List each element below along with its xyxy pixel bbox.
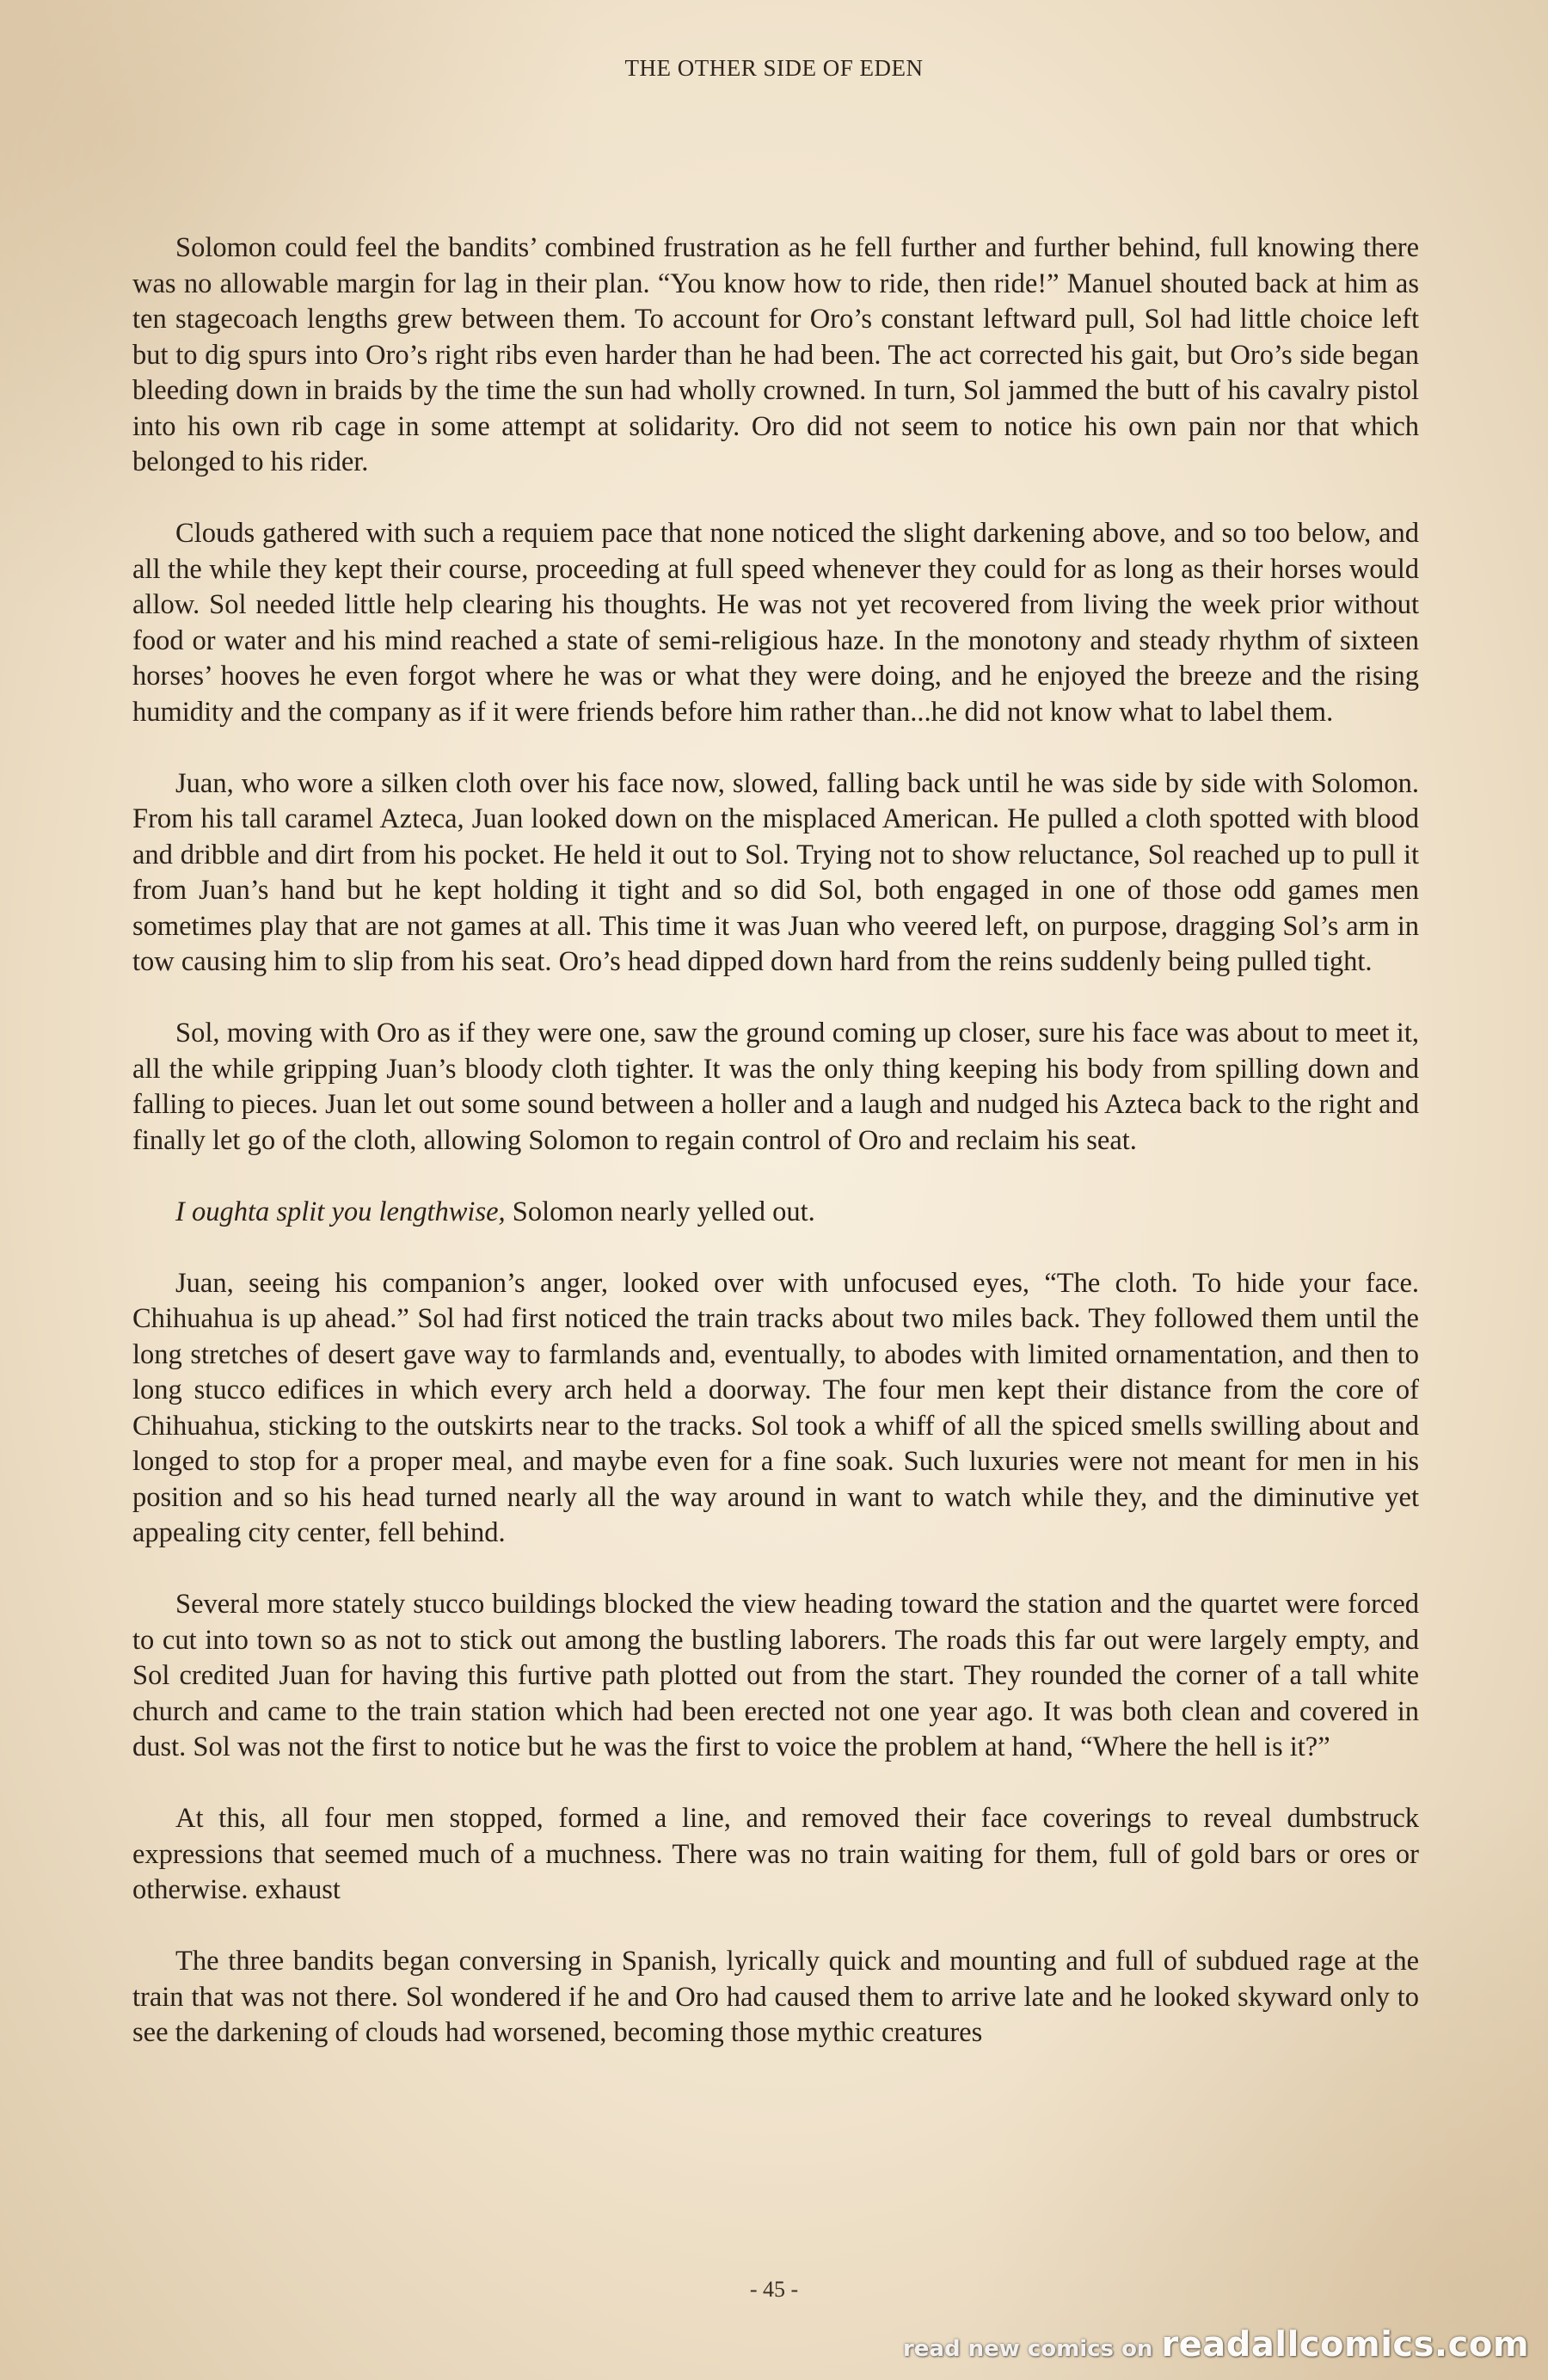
italic-thought: I oughta split you lengthwise, — [175, 1196, 506, 1227]
paragraph: The three bandits began conversing in Spanish, lyrically quick and mounting and full of subdued rage at the train that was not there. Sol wondered if he and Oro had caused them to arrive late and he looked skyward only to see the darkening of clouds had worsened, becoming those mythic creatures — [132, 1946, 1419, 2048]
watermark-tagline: read new comics on — [902, 2336, 1153, 2362]
paragraph: Sol, moving with Oro as if they were one, saw the ground coming up closer, sure his face was about to meet it, all the while gripping Juan’s bloody cloth tighter. It was the only thing keeping his body from spilling down and falling to pieces. Juan let out some sound between a holler and a laugh and nudged his Azteca back to the right and finally let go of the cloth, allowing Solomon to regain control of Oro and reclaim his seat. — [132, 1018, 1419, 1156]
paragraph: Several more stately stucco buildings blocked the view heading toward the station and the quartet were forced to cut into town so as not to stick out among the bustling laborers. The roads this far out were largely empty, and Sol credited Juan for having this furtive path plotted out from the start. They rounded the corner of a tall white church and came to the train station which had been erected not one year ago. It was both clean and covered in dust. Sol was not the first to notice but he was the first to voice the problem at hand, “Where the hell is it?” — [132, 1589, 1419, 1762]
page-number: - 45 - — [749, 2277, 799, 2302]
paragraph: Clouds gathered with such a requiem pace that none noticed the slight darkening above, and so too below, and all the while they kept their course, proceeding at full speed whenever they could for as long as their horses would allow. Sol needed little help clearing his thoughts. He was not yet recovered from living the week prior without food or water and his mind reached a state of semi-religious haze. In the monotony and steady rhythm of sixteen horses’ hooves he even forgot where he was or what they were doing, and he enjoyed the breeze and the rising humidity and the company as if it were friends before him rather than...he did not know what to label them. — [132, 518, 1419, 728]
paragraph: Solomon could feel the bandits’ combined frustration as he fell further and further behind, full knowing there was no allowable margin for lag in their plan. “You know how to ride, then ride!” Manuel shouted back at him as ten stagecoach lengths grew between them. To account for Oro’s constant leftward pull, Sol had little choice left but to dig spurs into Oro’s right ribs even harder than he had been. The act corrected his gait, but Oro’s side began bleeding down in braids by the time the sun had wholly crowned. In turn, Sol jammed the butt of his cavalry pistol into his own rib cage in some attempt at solidarity. Oro did not seem to notice his own pain nor that which belonged to his rider. — [132, 232, 1419, 477]
site-watermark — [903, 2325, 1529, 2365]
paragraph: Juan, who wore a silken cloth over his face now, slowed, falling back until he was side by side with Solomon. From his tall caramel Azteca, Juan looked down on the misplaced American. He pulled a cloth spotted with blood and dribble and dirt from his pocket. He held it out to Sol. Trying not to show reluctance, Sol reached up to pull it from Juan’s hand but he kept holding it tight and so did Sol, both engaged in one of those odd games men sometimes play that are not games at all. This time it was Juan who veered left, on purpose, dragging Sol’s arm in tow causing him to slip from his seat. Oro’s head dipped down hard from the reins suddenly being pulled tight. — [132, 767, 1419, 977]
watermark-site: readallcomics.com — [1161, 2325, 1529, 2365]
italic-thought-rest: Solomon nearly yelled out. — [505, 1196, 815, 1227]
paragraph: At this, all four men stopped, formed a line, and removed their face coverings to reveal dumbstruck expressions that seemed much of a muchness. There was no train waiting for them, full of gold bars or ores or otherwise. exhaust — [132, 1803, 1419, 1905]
body-text — [132, 231, 1419, 2051]
running-header: THE OTHER SIDE OF EDEN — [624, 55, 924, 81]
italic-thought-paragraph — [132, 1195, 1419, 1231]
paragraph: Juan, seeing his companion’s anger, looked over with unfocused eyes, “The cloth. To hide your face. Chihuahua is up ahead.” Sol had first noticed the train tracks about two miles back. They followed them until the long stretches of desert gave way to farmlands and, eventually, to abodes with limited ornamentation, and then to long stucco edifices in which every arch held a doorway. The four men kept their distance from the core of Chihuahua, sticking to the outskirts near to the tracks. Sol took a whiff of all the spiced smells swilling about and longed to stop for a proper meal, and maybe even for a fine soak. Such luxuries were not meant for men in his position and so his head turned nearly all the way around in want to watch while they, and the diminutive yet appealing city center, fell behind. — [132, 1267, 1419, 1548]
